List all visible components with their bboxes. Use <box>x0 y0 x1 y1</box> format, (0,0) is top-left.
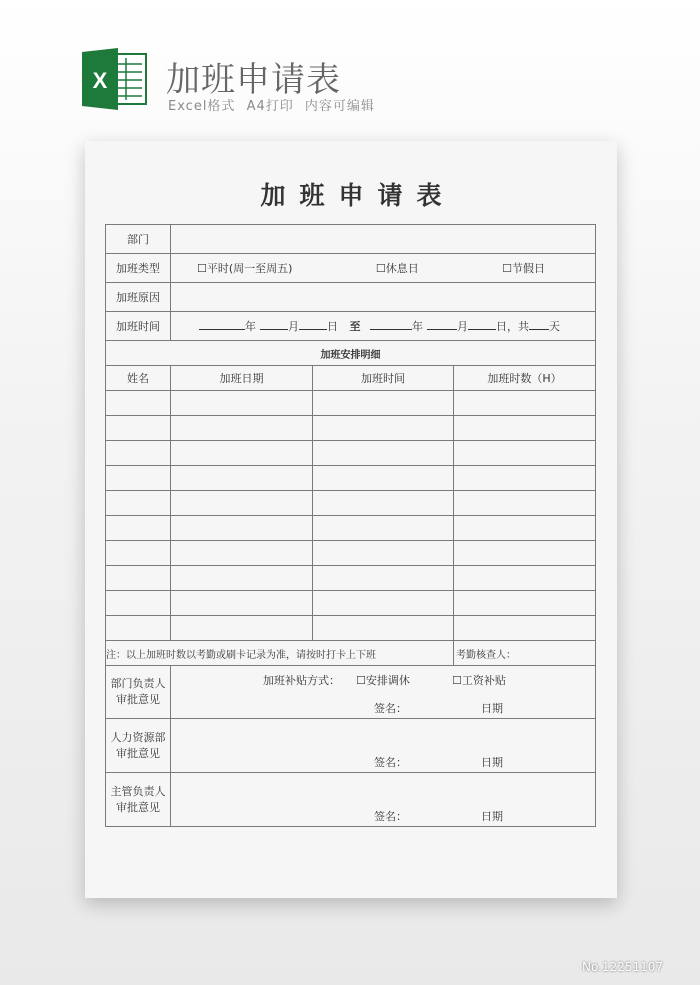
cell[interactable] <box>106 391 171 416</box>
table-row <box>106 516 596 541</box>
form-title: 加班申请表 <box>260 181 456 210</box>
cell[interactable] <box>106 566 171 591</box>
dept-label: 部门 <box>106 225 171 254</box>
subsidy-label: 加班补贴方式： <box>263 674 340 687</box>
cell[interactable] <box>313 516 454 541</box>
cell[interactable] <box>171 391 313 416</box>
table-row <box>106 616 596 641</box>
type-row <box>106 254 596 283</box>
document-id: No.12251107 <box>582 960 663 974</box>
cell[interactable] <box>171 416 313 441</box>
tag-editable: 内容可编辑 <box>304 99 375 114</box>
col-time: 加班时间 <box>313 366 454 391</box>
form-sheet <box>85 141 617 898</box>
cell[interactable] <box>313 591 454 616</box>
table-row <box>106 391 596 416</box>
manager-opinion[interactable] <box>171 773 596 827</box>
dept-value[interactable] <box>171 225 596 254</box>
cell[interactable] <box>171 616 313 641</box>
reason-value[interactable] <box>171 283 596 312</box>
subsidy-leave-checkbox[interactable]: ☐安排调休 <box>356 674 410 687</box>
cell[interactable] <box>106 466 171 491</box>
table-row <box>106 416 596 441</box>
subsidy-pay-checkbox[interactable]: ☐工资补贴 <box>452 674 506 687</box>
attendance-checker[interactable]: 考勤核查人： <box>454 641 596 666</box>
col-hours: 加班时数（H） <box>454 366 596 391</box>
cell[interactable] <box>171 491 313 516</box>
reason-label: 加班原因 <box>106 283 171 312</box>
manager-date[interactable]: 日期 <box>481 810 503 823</box>
cell[interactable] <box>106 541 171 566</box>
cell[interactable] <box>313 616 454 641</box>
note-row <box>106 641 596 666</box>
cell[interactable] <box>106 616 171 641</box>
type-label: 加班类型 <box>106 254 171 283</box>
cell[interactable] <box>171 541 313 566</box>
table-row <box>106 491 596 516</box>
tag-print: A4打印 <box>246 99 294 114</box>
cell[interactable] <box>106 441 171 466</box>
cell[interactable] <box>454 416 596 441</box>
type-weekday-checkbox[interactable]: ☐平时(周一至周五) <box>197 262 293 275</box>
dept-row <box>106 225 596 254</box>
manager-sign[interactable]: 签名： <box>374 810 407 823</box>
cell[interactable] <box>106 416 171 441</box>
time-label: 加班时间 <box>106 312 171 341</box>
table-row <box>106 541 596 566</box>
cell[interactable] <box>454 491 596 516</box>
cell[interactable] <box>171 466 313 491</box>
cell[interactable] <box>171 516 313 541</box>
cell[interactable] <box>171 566 313 591</box>
excel-icon <box>82 48 148 110</box>
type-options <box>171 254 596 283</box>
cell[interactable] <box>454 566 596 591</box>
template-tags <box>168 95 381 114</box>
manager-row <box>106 773 596 827</box>
dept-head-label: 部门负责人 审批意见 <box>106 666 171 719</box>
overtime-form-table <box>105 224 596 827</box>
hr-date[interactable]: 日期 <box>481 756 503 769</box>
cell[interactable] <box>313 541 454 566</box>
hr-row <box>106 719 596 773</box>
hr-label: 人力资源部 审批意见 <box>106 719 171 773</box>
dept-head-date[interactable]: 日期 <box>481 702 503 715</box>
cell[interactable] <box>454 616 596 641</box>
cell[interactable] <box>171 591 313 616</box>
table-row <box>106 566 596 591</box>
cell[interactable] <box>171 441 313 466</box>
cell[interactable] <box>454 541 596 566</box>
cell[interactable] <box>313 391 454 416</box>
cell[interactable] <box>454 466 596 491</box>
cell[interactable] <box>454 391 596 416</box>
cell[interactable] <box>106 491 171 516</box>
cell[interactable] <box>106 516 171 541</box>
cell[interactable] <box>106 591 171 616</box>
detail-header: 加班安排明细 <box>106 341 596 366</box>
cell[interactable] <box>454 591 596 616</box>
table-row <box>106 441 596 466</box>
dept-head-row <box>106 666 596 719</box>
detail-header-row <box>106 341 596 366</box>
cell[interactable] <box>313 491 454 516</box>
col-name: 姓名 <box>106 366 171 391</box>
template-header <box>82 48 582 116</box>
table-row <box>106 466 596 491</box>
svg-text:X: X <box>92 68 108 93</box>
col-date: 加班日期 <box>171 366 313 391</box>
cell[interactable] <box>313 466 454 491</box>
cell[interactable] <box>313 441 454 466</box>
manager-label: 主管负责人 审批意见 <box>106 773 171 827</box>
time-period[interactable]: 年 月 日 至 年 月 日，共 天 <box>171 312 596 341</box>
template-title: 加班申请表 <box>166 60 341 100</box>
note-text: 注：以上加班时数以考勤或刷卡记录为准，请按时打卡上下班 <box>106 641 454 666</box>
reason-row <box>106 283 596 312</box>
column-header-row <box>106 366 596 391</box>
type-holiday-checkbox[interactable]: ☐节假日 <box>502 262 546 275</box>
dept-head-opinion[interactable] <box>171 666 596 719</box>
tag-format: Excel格式 <box>168 99 236 114</box>
cell[interactable] <box>454 516 596 541</box>
cell[interactable] <box>313 566 454 591</box>
table-row <box>106 591 596 616</box>
cell[interactable] <box>313 416 454 441</box>
type-restday-checkbox[interactable]: ☐休息日 <box>375 262 419 275</box>
hr-opinion[interactable] <box>171 719 596 773</box>
cell[interactable] <box>454 441 596 466</box>
time-row <box>106 312 596 341</box>
dept-head-sign[interactable]: 签名： <box>374 702 407 715</box>
hr-sign[interactable]: 签名： <box>374 756 407 769</box>
